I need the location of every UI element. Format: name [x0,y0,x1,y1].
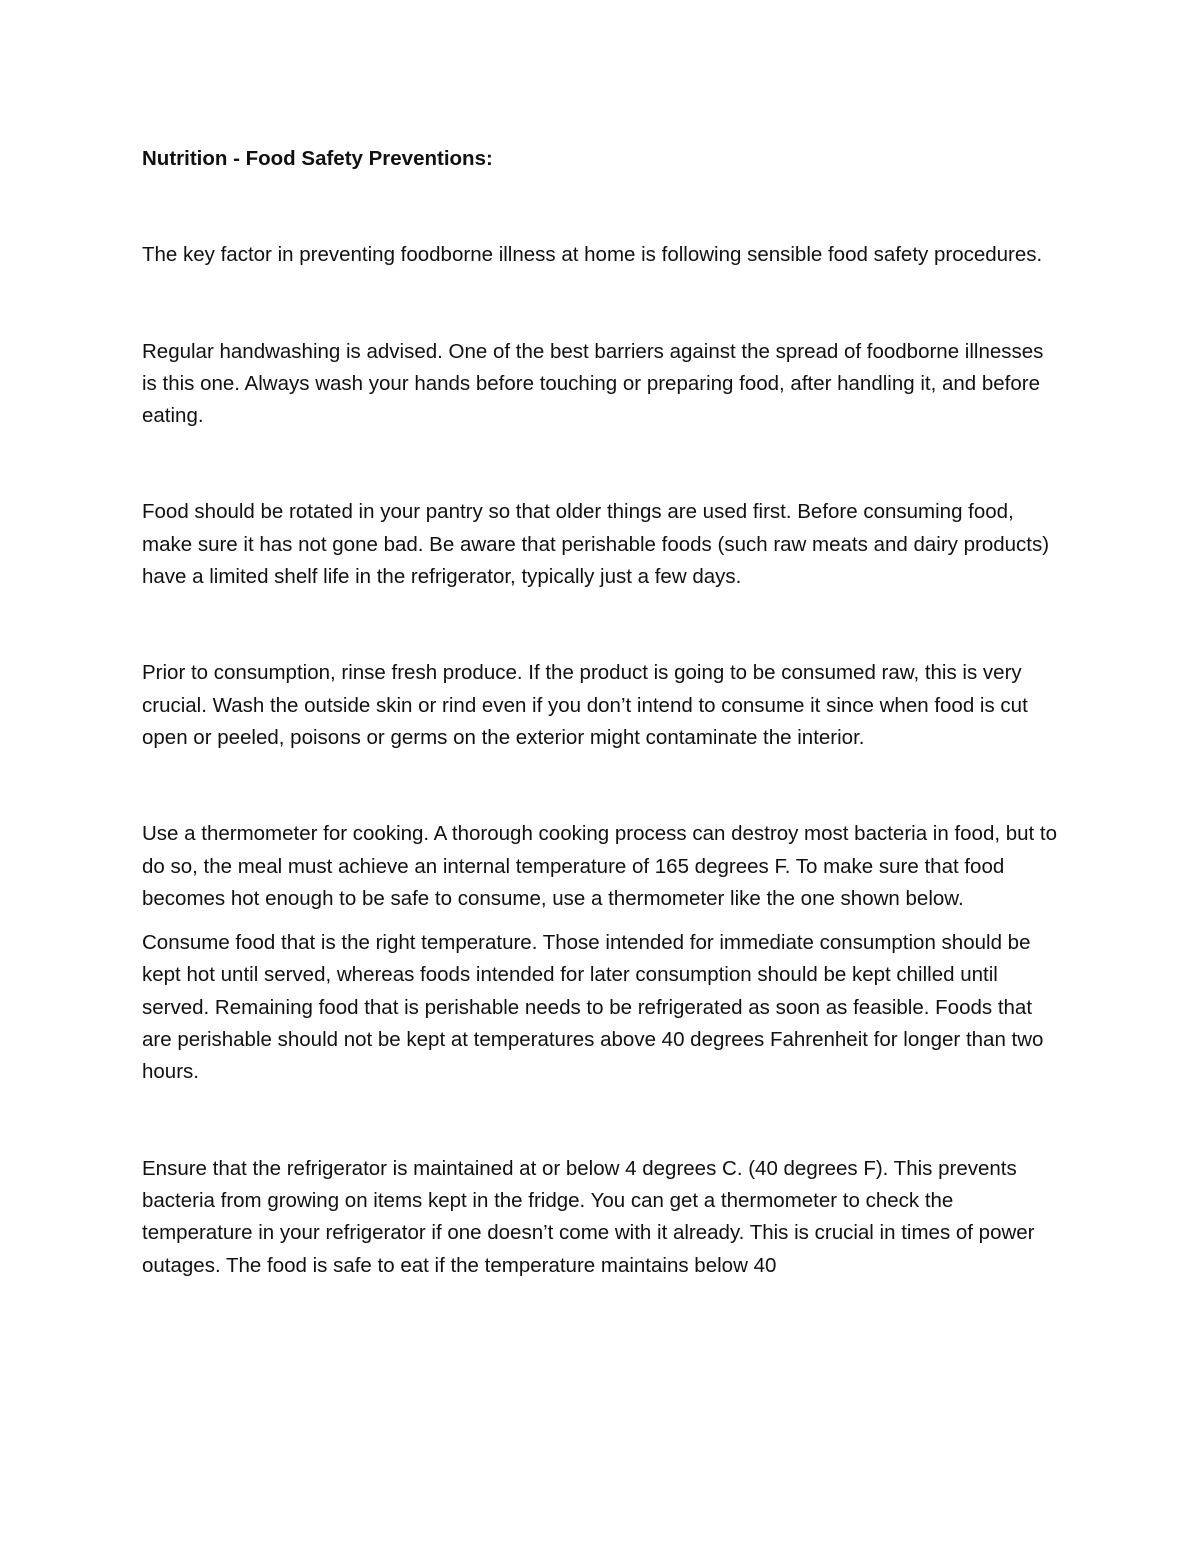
paragraph-pantry-rotation: Food should be rotated in your pantry so that older things are used first. Before consuming food, make sure it has not gone bad. Be aware that perishable foods (such raw meats and dairy products) have a limited shelf life in the refrigerator, typically just a few days. [142,500,1050,589]
paragraph-rinse-produce: Prior to consumption, rinse fresh produce. If the product is going to be consumed raw, this is very crucial. Wash the outside skin or rind even if you don’t intend to consume it since when food is cut open or peeled, poisons or germs on the exterior might contaminate the interior. [142,661,1028,749]
document-title: Nutrition - Food Safety Preventions: [142,147,493,170]
paragraph-refrigerator: Ensure that the refrigerator is maintained at or below 4 degrees C. (40 degrees F). This prevents bacteria from growing on items kept in the fridge. You can get a thermometer to check the temperature in your refrigerator if one doesn’t come with it already. This is crucial in times of power outages. The food is safe to eat if the temperature maintains below 40 [142,1156,1035,1277]
paragraph-thermometer: Use a thermometer for cooking. A thorough cooking process can destroy most bacteria in food, but to do so, the meal must achieve an internal temperature of 165 degrees F. To make sure that food becomes hot enough to be safe to consume, use a thermometer like the one shown below. [142,822,1058,910]
document-body [142,143,1060,1346]
paragraph-intro: The key factor in preventing foodborne illness at home is following sensible food safety procedures. [142,243,1043,267]
paragraph-temperature: Consume food that is the right temperature. Those intended for immediate consumption should be kept hot until served, whereas foods intended for later consumption should be kept chilled until served. Remaining food that is perishable needs to be refrigerated as soon as feasible. Foods that are perishable should not be kept at temperatures above 40 degrees Fahrenheit for longer than two hours. [142,931,1044,1084]
paragraph-handwashing: Regular handwashing is advised. One of the best barriers against the spread of foodborne illnesses is this one. Always wash your hands before touching or preparing food, after handling it, and before eating. [142,339,1044,428]
